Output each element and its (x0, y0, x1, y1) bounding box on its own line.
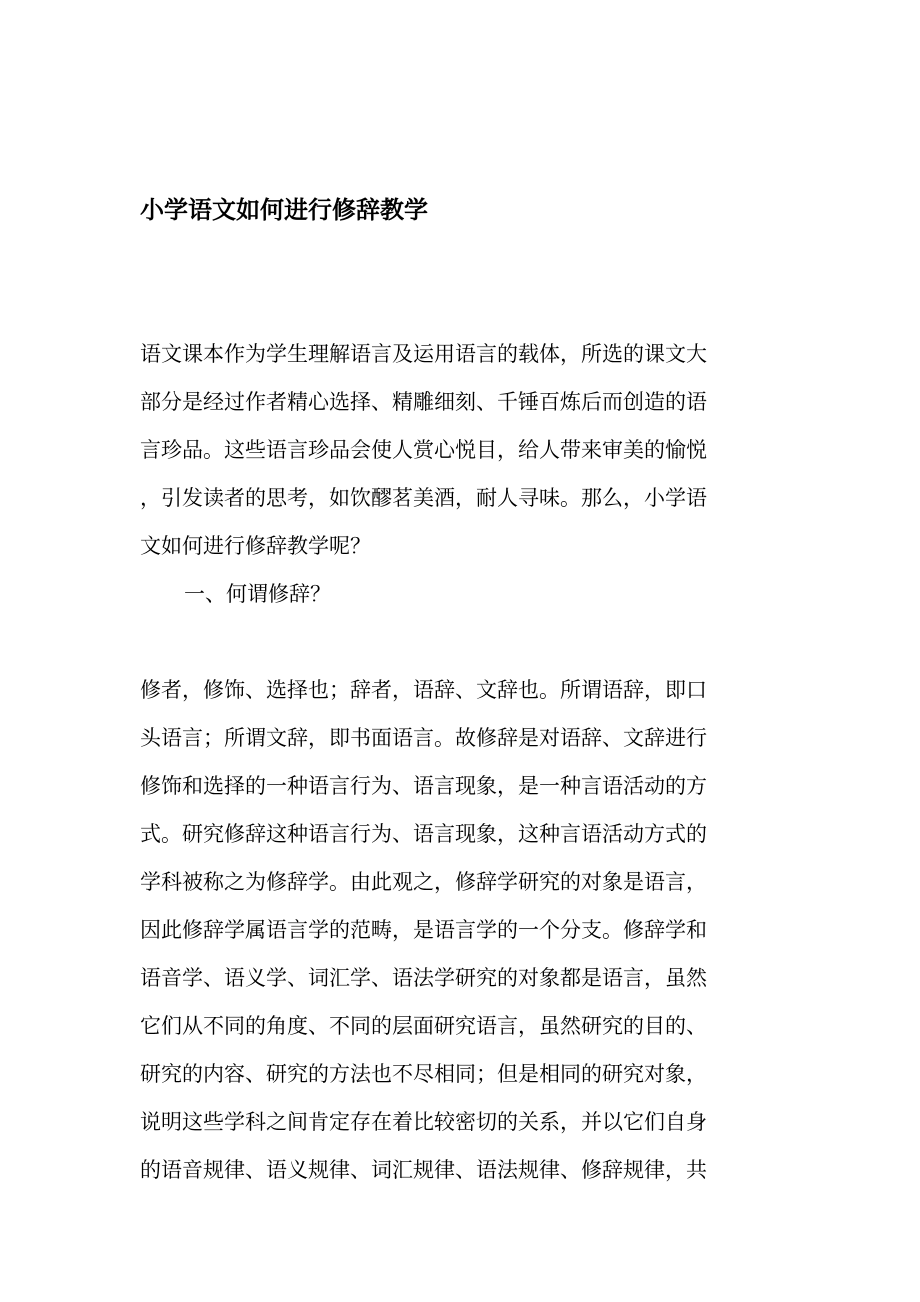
text-line: 语音学、语义学、词汇学、语法学研究的对象都是语言，虽然 (140, 966, 707, 990)
text-line: 修饰和选择的一种语言行为、语言现象，是一种言语活动的方 (140, 774, 707, 798)
text-line: 它们从不同的角度、不同的层面研究语言，虽然研究的目的、 (140, 1014, 707, 1038)
text-line: 的语音规律、语义规律、词汇规律、语法规律、修辞规律，共 (140, 1158, 707, 1182)
text-line: 语文课本作为学生理解语言及运用语言的载体，所选的课文大 (140, 342, 707, 366)
text-line: ，引发读者的思考，如饮醪茗美酒，耐人寻味。那么，小学语 (140, 486, 707, 510)
document-title: 小学语文如何进行修辞教学 (140, 195, 428, 224)
text-line: 修者，修饰、选择也；辞者，语辞、文辞也。所谓语辞，即口 (140, 678, 707, 702)
section-heading: 一、何谓修辞？ (184, 582, 331, 606)
intro-paragraph (140, 330, 780, 618)
text-line: 因此修辞学属语言学的范畴，是语言学的一个分支。修辞学和 (140, 918, 707, 942)
body-paragraph (140, 666, 780, 1194)
text-line: 学科被称之为修辞学。由此观之，修辞学研究的对象是语言， (140, 870, 707, 894)
text-line: 部分是经过作者精心选择、精雕细刻、千锤百炼后而创造的语 (140, 390, 707, 414)
text-line: 研究的内容、研究的方法也不尽相同；但是相同的研究对象， (140, 1062, 707, 1086)
text-line: 文如何进行修辞教学呢？ (140, 534, 371, 558)
text-line: 式。研究修辞这种语言行为、语言现象，这种言语活动方式的 (140, 822, 707, 846)
text-line: 头语言；所谓文辞，即书面语言。故修辞是对语辞、文辞进行 (140, 726, 707, 750)
text-line: 说明这些学科之间肯定存在着比较密切的关系，并以它们自身 (140, 1110, 707, 1134)
text-line: 言珍品。这些语言珍品会使人赏心悦目，给人带来审美的愉悦 (140, 438, 707, 462)
